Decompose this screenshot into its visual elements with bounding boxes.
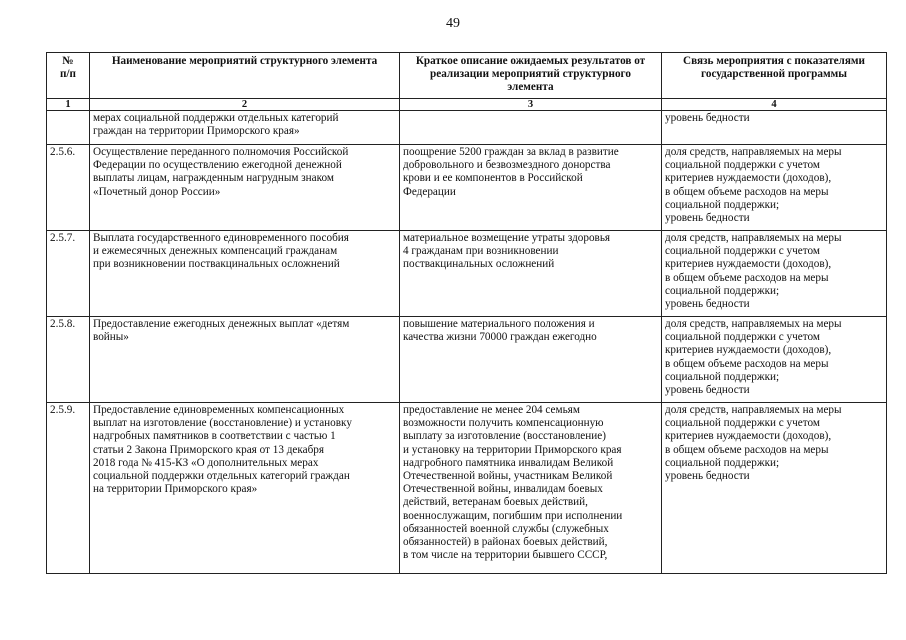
- measure-name: [90, 317, 400, 403]
- text-line: социальной поддержки с учетом: [665, 331, 820, 344]
- text-line: критериев нуждаемости (доходов),: [665, 430, 832, 443]
- column-number: 2: [90, 99, 400, 111]
- text-line: доля средств, направляемых на меры: [665, 146, 842, 158]
- row-number: 2.5.9.: [47, 403, 90, 574]
- text-line: Предоставление ежегодных денежных выплат «детям: [93, 318, 350, 330]
- text-line: в общем объеме расходов на меры: [665, 185, 829, 198]
- text-line: Отечественной войны, участникам Великой: [403, 470, 613, 483]
- text-line: Осуществление переданного полномочия Российской: [93, 146, 349, 158]
- program-indicator-link: [662, 317, 887, 403]
- text-line: социальной поддержки;: [665, 370, 780, 383]
- text-line: критериев нуждаемости (доходов),: [665, 344, 832, 357]
- program-indicator-link: [662, 145, 887, 231]
- text-line: надгробного памятника инвалидам Великой: [403, 456, 614, 469]
- measure-name: [90, 145, 400, 231]
- text-line: уровень бедности: [665, 112, 750, 124]
- text-line: предоставление не менее 204 семьям: [403, 404, 580, 416]
- text-line: Федерации: [403, 185, 456, 198]
- row-number: 2.5.7.: [47, 231, 90, 317]
- text-line: и ежемесячных денежных компенсаций гражданам: [93, 245, 338, 258]
- text-line: материальное возмещение утраты здоровья: [403, 232, 611, 244]
- header-measure-name: [90, 53, 400, 99]
- text-line: выплаты лицам, награжденным нагрудным знаком: [93, 172, 334, 185]
- text-line: Предоставление единовременных компенсационных: [93, 404, 345, 416]
- page-number: 49: [446, 16, 460, 31]
- table-row: [47, 145, 887, 231]
- table-row: [47, 111, 887, 145]
- text-line: и установку на территории Приморского края: [403, 443, 622, 456]
- text-line: Отечественной войны, инвалидам боевых: [403, 483, 603, 496]
- text-line: уровень бедности: [665, 212, 750, 225]
- text-line: выплату за изготовление (восстановление): [403, 430, 606, 443]
- text-line: социальной поддержки отдельных категорий граждан: [93, 470, 350, 483]
- program-indicator-link: [662, 403, 887, 574]
- text-line: надгробных памятников в соответствии с частью 1: [93, 430, 336, 443]
- text-line: поощрение 5200 граждан за вклад в развитие: [403, 146, 619, 158]
- text-line: социальной поддержки;: [665, 284, 780, 297]
- row-number: 2.5.8.: [47, 317, 90, 403]
- expected-result: [400, 231, 662, 317]
- text-line: п/п: [59, 68, 76, 81]
- text-line: обязанностей) в районах боевых действий,: [403, 536, 608, 549]
- header-number: [47, 53, 90, 99]
- text-line: поствакцинальных осложнений: [403, 258, 555, 271]
- row-number: 2.5.6.: [47, 145, 90, 231]
- text-line: элемента: [507, 81, 554, 94]
- text-line: в общем объеме расходов на меры: [665, 271, 829, 284]
- expected-result: [400, 145, 662, 231]
- text-line: Связь мероприятия с показателями: [683, 55, 865, 67]
- text-line: в том числе на территории бывшего СССР,: [403, 549, 608, 562]
- measure-name: [90, 111, 400, 145]
- text-line: реализации мероприятий структурного: [430, 68, 631, 81]
- text-line: №: [62, 55, 74, 67]
- text-line: доля средств, направляемых на меры: [665, 232, 842, 244]
- expected-result: [400, 111, 662, 145]
- table-row: [47, 317, 887, 403]
- text-line: выплат на изготовление (восстановление) и установку: [93, 417, 352, 430]
- text-line: Федерации по осуществлению ежегодной денежной: [93, 159, 342, 172]
- program-indicator-link: [662, 111, 887, 145]
- text-line: мерах социальной поддержки отдельных категорий: [93, 112, 339, 124]
- measures-table: [46, 52, 887, 574]
- text-line: социальной поддержки с учетом: [665, 245, 820, 258]
- header-expected-results: [400, 53, 662, 99]
- column-number-row: [47, 99, 887, 111]
- text-line: социальной поддержки;: [665, 456, 780, 469]
- row-number: [47, 111, 90, 145]
- measure-name: [90, 403, 400, 574]
- text-line: обязанностей военной службы (служебных: [403, 522, 609, 535]
- text-line: критериев нуждаемости (доходов),: [665, 258, 832, 271]
- text-line: Выплата государственного единовременного пособия: [93, 232, 349, 244]
- text-line: действий, ветеранам боевых действий,: [403, 496, 588, 509]
- text-line: военнослужащим, погибшим при исполнении: [403, 509, 623, 522]
- text-line: социальной поддержки;: [665, 198, 780, 211]
- text-line: на территории Приморского края»: [93, 483, 258, 496]
- text-line: качества жизни 70000 граждан ежегодно: [403, 331, 597, 344]
- text-line: Краткое описание ожидаемых результатов от: [415, 55, 646, 67]
- measure-name: [90, 231, 400, 317]
- header-program-indicators: [662, 53, 887, 99]
- text-line: добровольного и безвозмездного донорства: [403, 159, 611, 172]
- text-line: войны»: [93, 331, 129, 344]
- text-line: социальной поддержки с учетом: [665, 417, 820, 430]
- text-line: крови и ее компонентов в Российской: [403, 172, 583, 185]
- expected-result: [400, 403, 662, 574]
- text-line: уровень бедности: [665, 384, 750, 397]
- text-line: повышение материального положения и: [403, 318, 595, 330]
- text-line: государственной программы: [701, 68, 847, 81]
- table-header-row: [47, 53, 887, 99]
- text-line: Наименование мероприятий структурного элемента: [111, 55, 378, 67]
- text-line: критериев нуждаемости (доходов),: [665, 172, 832, 185]
- text-line: уровень бедности: [665, 470, 750, 483]
- text-line: в общем объеме расходов на меры: [665, 357, 829, 370]
- text-line: в общем объеме расходов на меры: [665, 443, 829, 456]
- text-line: социальной поддержки с учетом: [665, 159, 820, 172]
- text-line: доля средств, направляемых на меры: [665, 404, 842, 416]
- text-line: статьи 2 Закона Приморского края от 13 декабря: [93, 443, 325, 456]
- text-line: 2018 года № 415-КЗ «О дополнительных мерах: [93, 456, 319, 469]
- program-indicator-link: [662, 231, 887, 317]
- text-line: граждан на территории Приморского края»: [93, 125, 300, 138]
- text-line: при возникновении поствакцинальных осложнений: [93, 258, 340, 271]
- text-line: доля средств, направляемых на меры: [665, 318, 842, 330]
- table-row: [47, 403, 887, 574]
- text-line: возможности получить компенсационную: [403, 417, 604, 430]
- text-line: 4 гражданам при возникновении: [403, 245, 559, 258]
- table-row: [47, 231, 887, 317]
- column-number: 4: [662, 99, 887, 111]
- expected-result: [400, 317, 662, 403]
- text-line: «Почетный донор России»: [93, 185, 221, 198]
- column-number: 1: [47, 99, 90, 111]
- column-number: 3: [400, 99, 662, 111]
- text-line: уровень бедности: [665, 298, 750, 311]
